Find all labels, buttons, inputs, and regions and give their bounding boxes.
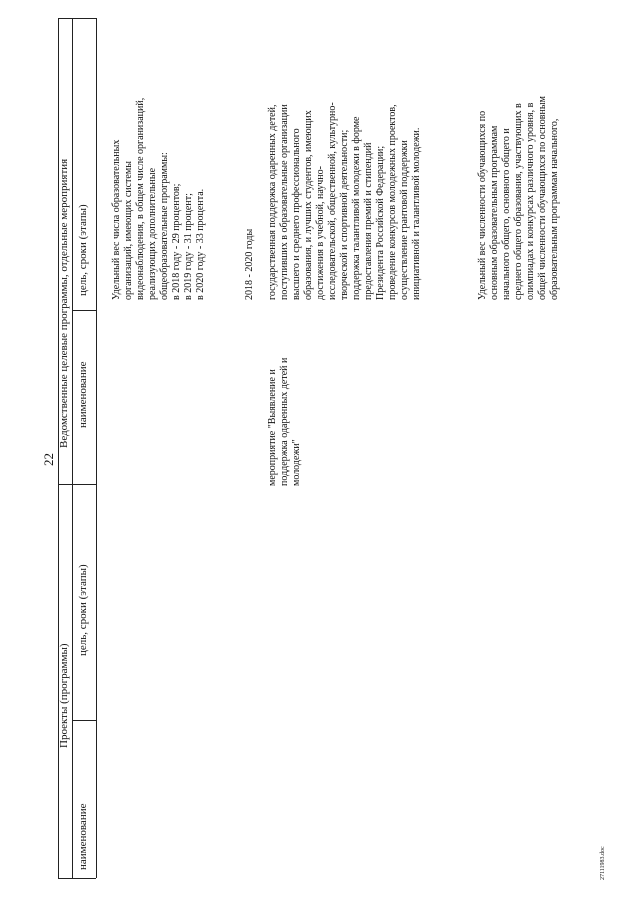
indicator-2-line-6: общей численности обучающихся по основным: [537, 96, 548, 300]
measure-name-line-1: мероприятие "Выявление и: [267, 369, 278, 486]
measure-goal-line-6: исследовательской, общественной, культурно-: [327, 102, 338, 300]
indicator-2-line-3: начального общего, основного общего и: [501, 128, 512, 300]
indicator-1-line-5: общеобразовательные программы:: [159, 152, 170, 300]
indicator-2-line-1: Удельный вес численности обучающихся по: [477, 110, 488, 300]
period: 2018 - 2020 годы: [244, 228, 255, 300]
indicator-2-line-4: среднего общего образования, участвующих в: [513, 103, 524, 300]
header-col-name-left: наименование: [77, 803, 89, 870]
measure-goal-line-5: достижения в учебной, научно-: [315, 166, 326, 300]
header-col-goal-right: цель, сроки (этапы): [77, 204, 89, 296]
measure-goal-line-4: образования, и лучших студентов, имеющих: [303, 110, 314, 300]
measure-goal-line-13: инициативной и талантливой молодежи.: [411, 127, 422, 300]
indicator-2-line-2: основным образовательным программам: [489, 125, 500, 300]
measure-goal-line-3: высшего и среднего профессионального: [291, 128, 302, 300]
indicator-2-line-7: образовательным программам начального,: [549, 118, 560, 300]
measure-goal-line-1: государственная поддержка одаренных детей,: [267, 104, 278, 300]
measure-goal-line-11: проведение конкурсов молодежных проектов,: [387, 104, 398, 300]
indicator-1-line-4: реализующих дополнительные: [147, 167, 158, 300]
header-projects: Проекты (программы): [58, 643, 70, 748]
indicator-1-line-8: в 2020 году - 33 процента.: [195, 188, 206, 300]
indicator-1-line-1: Удельный вес числа образовательных: [111, 139, 122, 300]
measure-name-line-2: поддержка одаренных детей и: [279, 357, 290, 486]
table-top-border: [58, 18, 96, 19]
measure-goal-line-10: Президента Российской Федерации;: [375, 145, 386, 300]
measure-goal-line-8: поддержка талантливой молодежи в форме: [351, 116, 362, 300]
measure-goal-line-9: предоставления премий и стипендий: [363, 142, 374, 300]
table-bottom-border: [58, 878, 96, 879]
measure-name-line-3: молодежи": [291, 439, 302, 486]
table-header-bottom: [96, 18, 97, 878]
indicator-1-line-2: организаций, имеющих системы: [123, 161, 134, 300]
measure-goal-line-7: творческой и спортивной деятельности;: [339, 129, 350, 300]
col-divider-right: [72, 310, 96, 311]
table-header-divider: [72, 18, 73, 878]
page-number: 22: [41, 453, 56, 466]
header-col-name-right: наименование: [77, 361, 89, 428]
indicator-1-line-3: видеонаблюдения, в общем числе организаций,: [135, 97, 146, 300]
header-col-goal-left: цель, сроки (этапы): [77, 564, 89, 656]
measure-goal-line-2: поступивших в образовательные организации: [279, 104, 290, 300]
header-measures: Ведомственные целевые программы, отдельные мероприятия: [58, 158, 70, 448]
group-divider: [58, 484, 96, 485]
table-left-border: [58, 18, 59, 878]
measure-goal-line-12: осуществление грантовой поддержки: [399, 140, 410, 300]
footer-doc-code: 27111983.doc: [600, 846, 606, 880]
indicator-1-line-6: в 2018 году - 29 процентов;: [171, 183, 182, 300]
col-divider-left: [72, 720, 96, 721]
indicator-2-line-5: олимпиадах и конкурсах различного уровня, в: [525, 102, 536, 300]
indicator-1-line-7: в 2019 году - 31 процент;: [183, 193, 194, 300]
